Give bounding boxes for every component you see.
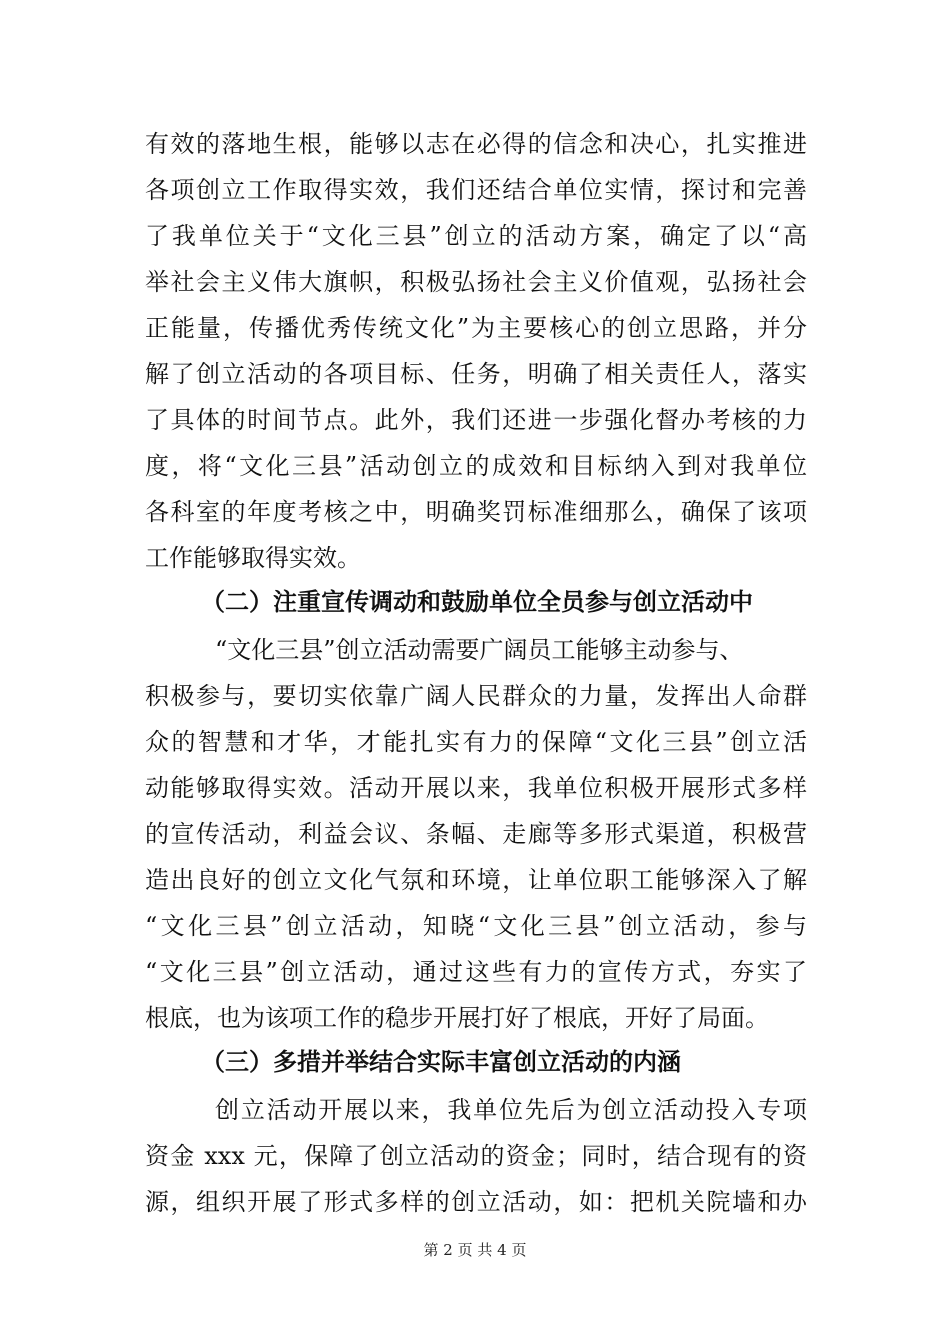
section-heading-3: （三）多措并举结合实际丰富创立活动的内涵: [201, 1048, 681, 1076]
text-line: 源，组织开展了形式多样的创立活动，如：把机关院墙和办: [145, 1188, 807, 1216]
text-line: 度，将“文化三县”活动创立的成效和目标纳入到对我单位: [145, 452, 807, 480]
text-line: “文化三县”创立活动，通过这些有力的宣传方式，夯实了: [145, 958, 807, 986]
text-line: 积极参与，要切实依靠广阔人民群众的力量，发挥出人命群: [145, 682, 807, 710]
text-line: 各科室的年度考核之中，明确奖罚标准细那么，确保了该项: [145, 498, 807, 526]
text-line: 有效的落地生根，能够以志在必得的信念和决心，扎实推进: [145, 130, 807, 158]
text-line: 举社会主义伟大旗帜，积极弘扬社会主义价值观，弘扬社会: [145, 268, 807, 296]
text-line: 创立活动开展以来，我单位先后为创立活动投入专项: [215, 1096, 807, 1124]
text-line: 众的智慧和才华，才能扎实有力的保障“文化三县”创立活: [145, 728, 807, 756]
text-line: 动能够取得实效。活动开展以来，我单位积极开展形式多样: [145, 774, 807, 802]
text-line: 的宣传活动，利益会议、条幅、走廊等多形式渠道，积极营: [145, 820, 807, 848]
text-line: 正能量，传播优秀传统文化”为主要核心的创立思路，并分: [145, 314, 807, 342]
text-line: 根底，也为该项工作的稳步开展打好了根底，开好了局面。: [145, 1004, 769, 1032]
text-line: 各项创立工作取得实效，我们还结合单位实情，探讨和完善: [145, 176, 807, 204]
text-line: “文化三县”创立活动，知晓“文化三县”创立活动，参与: [145, 912, 807, 940]
section-heading-2: （二）注重宣传调动和鼓励单位全员参与创立活动中: [201, 588, 753, 616]
text-line: 造出良好的创立文化气氛和环境，让单位职工能够深入了解: [145, 866, 807, 894]
text-line: 资金 xxx 元，保障了创立活动的资金；同时，结合现有的资: [145, 1142, 807, 1170]
text-line: 工作能够取得实效。: [145, 544, 361, 572]
page-number: 第 2 页 共 4 页: [423, 1241, 527, 1259]
text-line: 解了创立活动的各项目标、任务，明确了相关责任人，落实: [145, 360, 807, 388]
text-line: “文化三县”创立活动需要广阔员工能够主动参与、: [215, 636, 744, 664]
text-line: 了我单位关于“文化三县”创立的活动方案，确定了以“高: [145, 222, 807, 250]
text-line: 了具体的时间节点。此外，我们还进一步强化督办考核的力: [145, 406, 807, 434]
